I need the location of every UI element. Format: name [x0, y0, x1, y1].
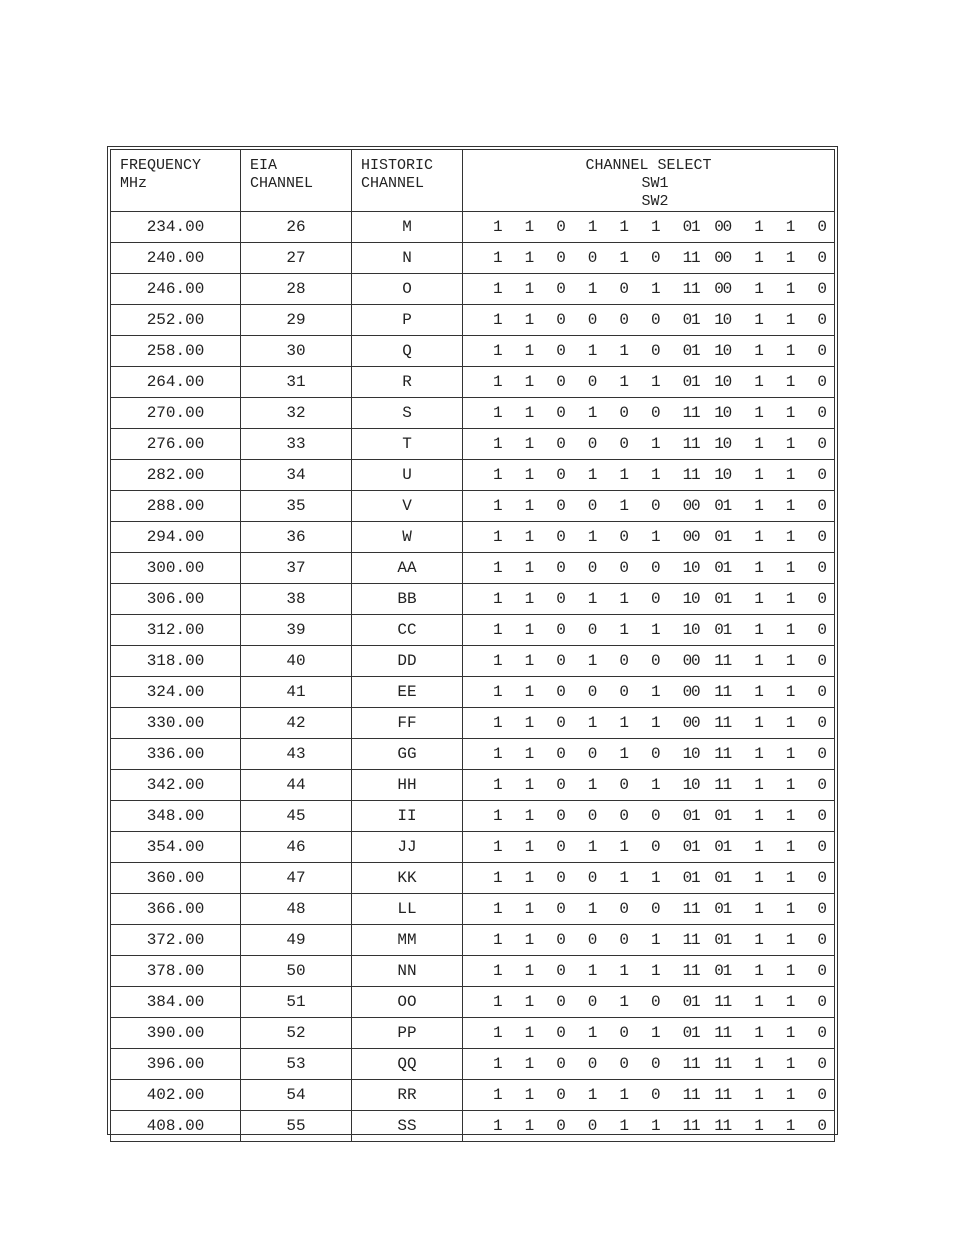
channel-select-cell — [463, 615, 835, 646]
switch-bits — [463, 745, 834, 763]
table-row — [111, 243, 835, 274]
channel-select-table — [110, 149, 835, 1142]
sw1-bits: 1 1 0 0 1 1 0 0 — [493, 869, 731, 887]
sw1-bits: 1 1 0 1 0 1 0 0 — [493, 528, 731, 546]
switch-bits — [463, 435, 834, 453]
eia-channel-cell: 28 — [241, 274, 352, 305]
historic-channel-cell: Q — [352, 336, 463, 367]
sw2-bits: 1 0 1 1 0 — [691, 466, 834, 484]
header-frequency-line2: MHz — [120, 175, 148, 192]
historic-channel-cell: PP — [352, 1018, 463, 1049]
eia-channel-cell: 35 — [241, 491, 352, 522]
channel-select-cell — [463, 398, 835, 429]
channel-select-cell — [463, 1080, 835, 1111]
frequency-cell: 240.00 — [111, 243, 241, 274]
switch-bits — [463, 559, 834, 577]
channel-select-cell — [463, 305, 835, 336]
sw1-bits: 1 1 0 1 1 0 1 0 — [493, 590, 731, 608]
header-historic — [352, 150, 463, 212]
historic-channel-cell: RR — [352, 1080, 463, 1111]
switch-bits — [463, 1117, 834, 1135]
historic-channel-cell: T — [352, 429, 463, 460]
frequency-cell: 402.00 — [111, 1080, 241, 1111]
sw1-bits: 1 1 0 1 1 1 1 0 — [493, 962, 731, 980]
table-row — [111, 1111, 835, 1142]
channel-select-cell — [463, 1018, 835, 1049]
eia-channel-cell: 50 — [241, 956, 352, 987]
eia-channel-cell: 29 — [241, 305, 352, 336]
frequency-cell: 408.00 — [111, 1111, 241, 1142]
sw2-bits: 1 1 1 1 0 — [691, 807, 834, 825]
table-row — [111, 212, 835, 243]
frequency-cell: 330.00 — [111, 708, 241, 739]
sw2-bits: 0 1 1 1 0 — [691, 776, 834, 794]
table-row — [111, 460, 835, 491]
eia-channel-cell: 31 — [241, 367, 352, 398]
channel-select-cell — [463, 894, 835, 925]
sw2-bits: 0 1 1 1 0 — [691, 714, 834, 732]
frequency-cell: 318.00 — [111, 646, 241, 677]
channel-select-cell — [463, 708, 835, 739]
eia-channel-cell: 51 — [241, 987, 352, 1018]
sw2-bits: 1 1 1 1 0 — [691, 962, 834, 980]
historic-channel-cell: O — [352, 274, 463, 305]
frequency-cell: 282.00 — [111, 460, 241, 491]
sw1-bits: 1 1 0 1 1 0 0 1 — [493, 342, 731, 360]
eia-channel-cell: 55 — [241, 1111, 352, 1142]
sw2-bits: 1 1 1 1 0 — [691, 1055, 834, 1073]
frequency-cell: 294.00 — [111, 522, 241, 553]
switch-bits — [463, 590, 834, 608]
historic-channel-cell: M — [352, 212, 463, 243]
table-row — [111, 708, 835, 739]
switch-bits — [463, 404, 834, 422]
sw1-bits: 1 1 0 1 0 0 1 0 — [493, 900, 731, 918]
eia-channel-cell: 40 — [241, 646, 352, 677]
table-row — [111, 398, 835, 429]
channel-select-cell — [463, 336, 835, 367]
sw1-bits: 1 1 0 1 0 0 1 1 — [493, 404, 731, 422]
historic-channel-cell: HH — [352, 770, 463, 801]
historic-channel-cell: OO — [352, 987, 463, 1018]
sw1-bits: 1 1 0 1 1 1 0 1 — [493, 714, 731, 732]
frequency-cell: 354.00 — [111, 832, 241, 863]
switch-bits — [463, 931, 834, 949]
sw2-bits: 1 0 1 1 0 — [691, 311, 834, 329]
table-row — [111, 429, 835, 460]
channel-select-cell — [463, 274, 835, 305]
sw1-bits: 1 1 0 0 1 0 0 0 — [493, 497, 731, 515]
sw2-bits: 1 1 1 1 0 — [691, 931, 834, 949]
eia-channel-cell: 48 — [241, 894, 352, 925]
historic-channel-cell: II — [352, 801, 463, 832]
eia-channel-cell: 26 — [241, 212, 352, 243]
table-row — [111, 677, 835, 708]
sw2-bits: 0 1 1 1 0 — [691, 590, 834, 608]
sw2-bits: 1 1 1 1 0 — [691, 1086, 834, 1104]
historic-channel-cell: N — [352, 243, 463, 274]
sw2-bits: 1 0 1 1 0 — [691, 218, 834, 236]
sw1-bits: 1 1 0 0 1 1 0 1 — [493, 373, 731, 391]
header-channel-select — [463, 150, 835, 212]
sw1-bits: 1 1 0 0 1 0 1 1 — [493, 745, 731, 763]
switch-bits — [463, 838, 834, 856]
channel-select-cell — [463, 770, 835, 801]
switch-bits — [463, 1024, 834, 1042]
switch-bits — [463, 807, 834, 825]
table-body — [111, 212, 835, 1142]
frequency-cell: 264.00 — [111, 367, 241, 398]
header-sw2: SW2 — [641, 193, 669, 210]
channel-select-cell — [463, 522, 835, 553]
table-row — [111, 615, 835, 646]
eia-channel-cell: 38 — [241, 584, 352, 615]
frequency-cell: 234.00 — [111, 212, 241, 243]
switch-bits — [463, 962, 834, 980]
sw1-bits: 1 1 0 0 0 0 0 0 — [493, 807, 731, 825]
table-row — [111, 770, 835, 801]
header-eia — [241, 150, 352, 212]
table-row — [111, 305, 835, 336]
frequency-cell: 372.00 — [111, 925, 241, 956]
sw2-bits: 0 1 1 1 0 — [691, 621, 834, 639]
eia-channel-cell: 27 — [241, 243, 352, 274]
frequency-cell: 270.00 — [111, 398, 241, 429]
switch-bits — [463, 869, 834, 887]
eia-channel-cell: 39 — [241, 615, 352, 646]
eia-channel-cell: 45 — [241, 801, 352, 832]
switch-bits — [463, 993, 834, 1011]
switch-bits — [463, 1086, 834, 1104]
frequency-cell: 306.00 — [111, 584, 241, 615]
sw1-bits: 1 1 0 0 0 0 1 1 — [493, 1055, 731, 1073]
switch-bits — [463, 621, 834, 639]
channel-select-cell — [463, 677, 835, 708]
sw1-bits: 1 1 0 1 0 1 1 0 — [493, 280, 731, 298]
switch-bits — [463, 714, 834, 732]
channel-select-cell — [463, 1049, 835, 1080]
table-row — [111, 832, 835, 863]
table-row — [111, 274, 835, 305]
header-historic-line2: CHANNEL — [361, 175, 425, 192]
switch-bits — [463, 373, 834, 391]
sw2-bits: 1 1 1 1 0 — [691, 838, 834, 856]
table-row — [111, 584, 835, 615]
eia-channel-cell: 44 — [241, 770, 352, 801]
switch-bits — [463, 342, 834, 360]
channel-select-cell — [463, 584, 835, 615]
table-row — [111, 987, 835, 1018]
channel-table-frame — [107, 146, 838, 1135]
eia-channel-cell: 36 — [241, 522, 352, 553]
sw1-bits: 1 1 0 1 0 0 0 1 — [493, 652, 731, 670]
sw2-bits: 0 1 1 1 0 — [691, 559, 834, 577]
frequency-cell: 336.00 — [111, 739, 241, 770]
sw2-bits: 1 0 1 1 0 — [691, 373, 834, 391]
historic-channel-cell: KK — [352, 863, 463, 894]
channel-select-cell — [463, 925, 835, 956]
sw2-bits: 1 1 1 1 0 — [691, 993, 834, 1011]
frequency-cell: 258.00 — [111, 336, 241, 367]
sw1-bits: 1 1 0 0 0 1 1 0 — [493, 931, 731, 949]
table-row — [111, 1080, 835, 1111]
historic-channel-cell: P — [352, 305, 463, 336]
sw2-bits: 1 1 1 1 0 — [691, 869, 834, 887]
sw2-bits: 0 1 1 1 0 — [691, 745, 834, 763]
frequency-cell: 378.00 — [111, 956, 241, 987]
frequency-cell: 396.00 — [111, 1049, 241, 1080]
eia-channel-cell: 34 — [241, 460, 352, 491]
table-row — [111, 739, 835, 770]
eia-channel-cell: 37 — [241, 553, 352, 584]
eia-channel-cell: 43 — [241, 739, 352, 770]
header-eia-line1: EIA — [250, 157, 278, 174]
table-row — [111, 1018, 835, 1049]
header-switch-labels — [463, 175, 834, 211]
sw1-bits: 1 1 0 1 1 1 1 1 — [493, 466, 731, 484]
switch-bits — [463, 652, 834, 670]
table-header-row — [111, 150, 835, 212]
sw1-bits: 1 1 0 0 1 0 0 1 — [493, 993, 731, 1011]
sw1-bits: 1 1 0 0 1 0 1 0 — [493, 249, 731, 267]
switch-bits — [463, 1055, 834, 1073]
switch-bits — [463, 249, 834, 267]
sw2-bits: 1 1 1 1 0 — [691, 1024, 834, 1042]
eia-channel-cell: 41 — [241, 677, 352, 708]
channel-select-cell — [463, 429, 835, 460]
historic-channel-cell: DD — [352, 646, 463, 677]
sw1-bits: 1 1 0 1 1 1 0 0 — [493, 218, 731, 236]
historic-channel-cell: W — [352, 522, 463, 553]
table-row — [111, 925, 835, 956]
channel-select-cell — [463, 801, 835, 832]
sw2-bits: 1 0 1 1 0 — [691, 404, 834, 422]
sw1-bits: 1 1 0 0 0 1 1 1 — [493, 435, 731, 453]
header-historic-line1: HISTORIC — [361, 157, 434, 174]
switch-bits — [463, 528, 834, 546]
frequency-cell: 324.00 — [111, 677, 241, 708]
sw2-bits: 1 0 1 1 0 — [691, 280, 834, 298]
frequency-cell: 246.00 — [111, 274, 241, 305]
frequency-cell: 342.00 — [111, 770, 241, 801]
sw2-bits: 0 1 1 1 0 — [691, 497, 834, 515]
eia-channel-cell: 30 — [241, 336, 352, 367]
table-row — [111, 522, 835, 553]
sw2-bits: 0 1 1 1 0 — [691, 528, 834, 546]
frequency-cell: 348.00 — [111, 801, 241, 832]
historic-channel-cell: SS — [352, 1111, 463, 1142]
frequency-cell: 252.00 — [111, 305, 241, 336]
historic-channel-cell: GG — [352, 739, 463, 770]
table-row — [111, 646, 835, 677]
historic-channel-cell: NN — [352, 956, 463, 987]
channel-select-cell — [463, 863, 835, 894]
sw2-bits: 1 1 1 1 0 — [691, 900, 834, 918]
eia-channel-cell: 54 — [241, 1080, 352, 1111]
channel-select-cell — [463, 553, 835, 584]
table-row — [111, 863, 835, 894]
header-eia-line2: CHANNEL — [250, 175, 314, 192]
sw2-bits: 1 0 1 1 0 — [691, 249, 834, 267]
switch-bits — [463, 280, 834, 298]
frequency-cell: 390.00 — [111, 1018, 241, 1049]
sw1-bits: 1 1 0 1 0 1 0 1 — [493, 1024, 731, 1042]
table-row — [111, 336, 835, 367]
table-row — [111, 801, 835, 832]
sw1-bits: 1 1 0 0 0 1 0 1 — [493, 683, 731, 701]
historic-channel-cell: U — [352, 460, 463, 491]
channel-select-cell — [463, 956, 835, 987]
sw1-bits: 1 1 0 1 1 0 0 0 — [493, 838, 731, 856]
eia-channel-cell: 47 — [241, 863, 352, 894]
channel-select-cell — [463, 367, 835, 398]
switch-bits — [463, 683, 834, 701]
sw2-bits: 1 0 1 1 0 — [691, 435, 834, 453]
sw2-bits: 0 1 1 1 0 — [691, 683, 834, 701]
switch-bits — [463, 466, 834, 484]
historic-channel-cell: EE — [352, 677, 463, 708]
sw2-bits: 1 0 1 1 0 — [691, 342, 834, 360]
eia-channel-cell: 49 — [241, 925, 352, 956]
sw1-bits: 1 1 0 0 0 0 0 1 — [493, 311, 731, 329]
table-row — [111, 491, 835, 522]
historic-channel-cell: AA — [352, 553, 463, 584]
header-sw1: SW1 — [641, 175, 669, 192]
switch-bits — [463, 900, 834, 918]
channel-select-cell — [463, 243, 835, 274]
sw1-bits: 1 1 0 0 1 1 1 1 — [493, 1117, 731, 1135]
switch-bits — [463, 497, 834, 515]
frequency-cell: 276.00 — [111, 429, 241, 460]
historic-channel-cell: FF — [352, 708, 463, 739]
channel-select-cell — [463, 987, 835, 1018]
eia-channel-cell: 53 — [241, 1049, 352, 1080]
historic-channel-cell: CC — [352, 615, 463, 646]
sw2-bits: 1 1 1 1 0 — [691, 1117, 834, 1135]
header-frequency-line1: FREQUENCY — [120, 157, 202, 174]
table-row — [111, 956, 835, 987]
switch-bits — [463, 311, 834, 329]
table-row — [111, 1049, 835, 1080]
table-row — [111, 553, 835, 584]
header-frequency — [111, 150, 241, 212]
header-channel-select-title: CHANNEL SELECT — [585, 157, 712, 174]
switch-bits — [463, 776, 834, 794]
channel-select-cell — [463, 1111, 835, 1142]
eia-channel-cell: 46 — [241, 832, 352, 863]
channel-select-cell — [463, 460, 835, 491]
channel-select-cell — [463, 832, 835, 863]
frequency-cell: 366.00 — [111, 894, 241, 925]
eia-channel-cell: 42 — [241, 708, 352, 739]
historic-channel-cell: QQ — [352, 1049, 463, 1080]
historic-channel-cell: R — [352, 367, 463, 398]
frequency-cell: 288.00 — [111, 491, 241, 522]
channel-select-cell — [463, 212, 835, 243]
historic-channel-cell: V — [352, 491, 463, 522]
frequency-cell: 384.00 — [111, 987, 241, 1018]
sw1-bits: 1 1 0 0 1 1 1 0 — [493, 621, 731, 639]
eia-channel-cell: 33 — [241, 429, 352, 460]
channel-select-cell — [463, 739, 835, 770]
channel-select-cell — [463, 491, 835, 522]
eia-channel-cell: 52 — [241, 1018, 352, 1049]
frequency-cell: 312.00 — [111, 615, 241, 646]
switch-bits — [463, 218, 834, 236]
historic-channel-cell: MM — [352, 925, 463, 956]
sw1-bits: 1 1 0 1 1 0 1 1 — [493, 1086, 731, 1104]
table-row — [111, 367, 835, 398]
table-row — [111, 894, 835, 925]
frequency-cell: 300.00 — [111, 553, 241, 584]
sw1-bits: 1 1 0 1 0 1 1 1 — [493, 776, 731, 794]
historic-channel-cell: S — [352, 398, 463, 429]
sw1-bits: 1 1 0 0 0 0 1 0 — [493, 559, 731, 577]
frequency-cell: 360.00 — [111, 863, 241, 894]
eia-channel-cell: 32 — [241, 398, 352, 429]
historic-channel-cell: JJ — [352, 832, 463, 863]
historic-channel-cell: LL — [352, 894, 463, 925]
historic-channel-cell: BB — [352, 584, 463, 615]
sw2-bits: 0 1 1 1 0 — [691, 652, 834, 670]
channel-select-cell — [463, 646, 835, 677]
